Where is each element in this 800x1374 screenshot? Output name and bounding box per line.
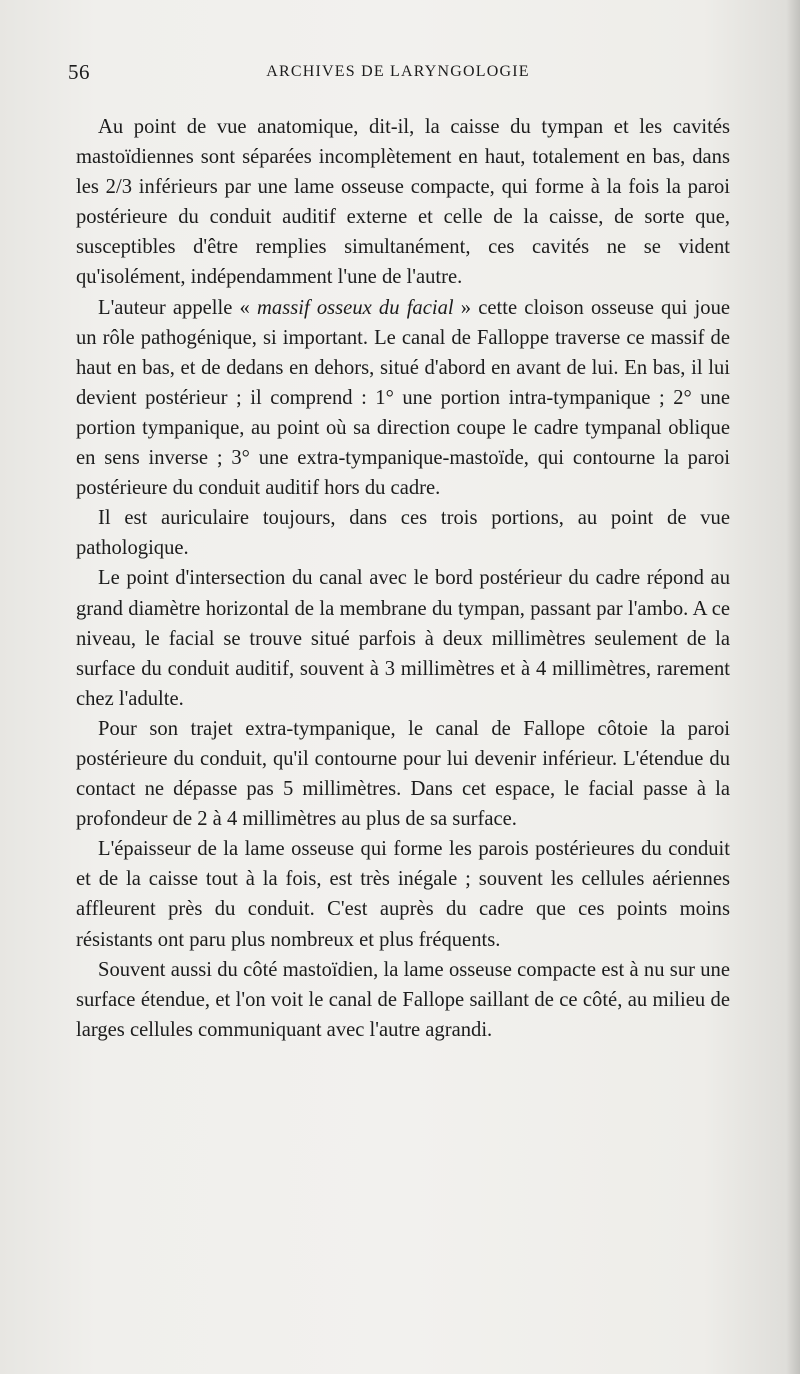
page-edge-shadow	[786, 0, 800, 1374]
running-title: ARCHIVES DE LARYNGOLOGIE	[266, 63, 530, 80]
italic-term: massif osseux du facial	[257, 296, 454, 319]
body-text	[76, 112, 730, 1045]
paragraph-7: Souvent aussi du côté mastoïdien, la lame osseuse compacte est à nu sur une surface étendue, et l'on voit le canal de Fallope saillant de ce côté, au milieu de larges cellules communiquant avec l'autre agrandi.	[76, 958, 730, 1041]
paragraph-5: Pour son trajet extra-tympanique, le canal de Fallope côtoie la paroi postérieure du conduit, qu'il contourne pour lui devenir inférieur. L'étendue du contact ne dépasse pas 5 millimètres. Dans cet espace, le facial passe à la profondeur de 2 à 4 millimètres au plus de sa surface.	[76, 717, 730, 831]
paragraph-2-lead: L'auteur appelle «	[98, 296, 258, 319]
paragraph-3: Il est auriculaire toujours, dans ces trois portions, au point de vue pathologique.	[76, 507, 730, 560]
paragraph-2	[76, 293, 730, 504]
page-number: 56	[68, 60, 90, 84]
paragraph-6: L'épaisseur de la lame osseuse qui forme les parois postérieures du conduit et de la caisse tout à la fois, est très inégale ; souvent les cellules aériennes affleurent près du conduit. C'est auprès du cadre que ces points moins résistants ont paru plus nombreux et plus fréquents.	[76, 838, 730, 951]
paragraph-4: Le point d'intersection du canal avec le bord postérieur du cadre répond au grand diamètre horizontal de la membrane du tympan, passant par l'ambo. A ce niveau, le facial se trouve situé parfois à deux millimètres seulement de la surface du conduit auditif, souvent à 3 millimètres et à 4 millimètres, rarement chez l'adulte.	[76, 567, 730, 710]
paragraph-2-rest: » cette cloison osseuse qui joue un rôle pathogénique, si important. Le canal de Falloppe traverse ce massif de haut en bas, et de dedans en dehors, situé d'abord en avant de lui. En bas, il lui devient postérieur ; il comprend : 1° une portion intra-tympanique ; 2° une portion tympanique, au point où sa direction coupe le cadre tympanal oblique en sens inverse ; 3° une extra-tympanique-mastoïde, qui contourne la paroi postérieure du conduit auditif hors du cadre.	[76, 296, 731, 500]
page-header	[68, 60, 728, 88]
paragraph-1: Au point de vue anatomique, dit-il, la caisse du tympan et les cavités mastoïdiennes sont séparées incomplètement en haut, totalement en bas, dans les 2/3 inférieurs par une lame osseuse compacte, qui forme à la fois la paroi postérieure du conduit auditif externe et celle de la caisse, de sorte que, susceptibles d'être remplies simultanément, ces cavités ne se vident qu'isolément, indépendamment l'une de l'autre.	[76, 116, 730, 289]
